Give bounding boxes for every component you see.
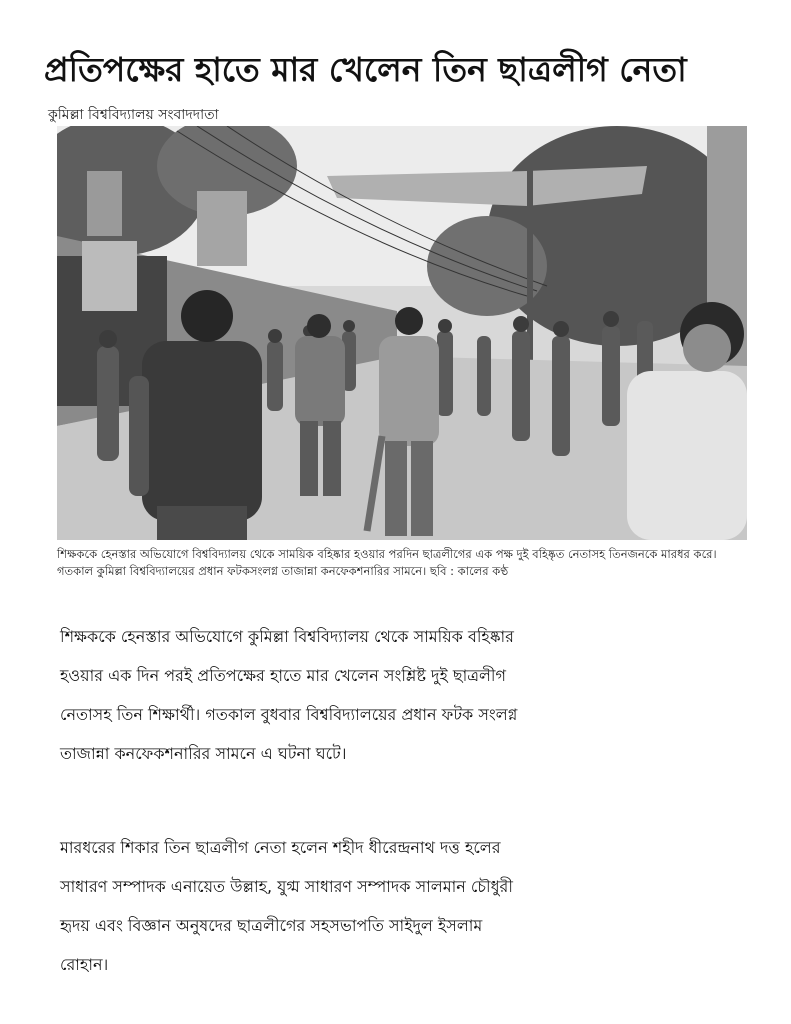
headline: প্রতিপক্ষের হাতে মার খেলেন তিন ছাত্রলীগ নেতা: [44, 50, 687, 89]
news-photo: [57, 126, 747, 540]
byline: কুমিল্লা বিশ্ববিদ্যালয় সংবাদদাতা: [48, 107, 219, 123]
body-paragraph: শিক্ষককে হেনস্তার অভিযোগে কুমিল্লা বিশ্ববিদ্যালয় থেকে সাময়িক বহিষ্কার হওয়ার এক দিন পরই প্রতিপক্ষের হাতে মার খেলেন সংশ্লিষ্ট দুই ছাত্রলীগ নেতাসহ তিন শিক্ষার্থী। গতকাল বুধবার বিশ্ববিদ্যালয়ের প্রধান ফটক সংলগ্ন তাজান্না কনফেকশনারির সামনে এ ঘটনা ঘটে।: [60, 627, 518, 763]
body-paragraph: মারধরের শিকার তিন ছাত্রলীগ নেতা হলেন শহীদ ধীরেন্দ্রনাথ দত্ত হলের সাধারণ সম্পাদক এনায়েত উল্লাহ, যুগ্ম সাধারণ সম্পাদক সালমান চৌধুরী হৃদয় এবং বিজ্ঞান অনুষদের ছাত্রলীগের সহসভাপতি সাইদুল ইসলাম রোহান।: [60, 838, 513, 974]
photo-caption: শিক্ষককে হেনস্তার অভিযোগে বিশ্ববিদ্যালয় থেকে সাময়িক বহিষ্কার হওয়ার পরদিন ছাত্রলীগের এক পক্ষ দুই বহিষ্কৃত নেতাসহ তিনজনকে মারধর করে। গতকাল কুমিল্লা বিশ্ববিদ্যালয়ের প্রধান ফটকসংলগ্ন তাজান্না কনফেকশনারির সামনে। ছবি : কালের কণ্ঠ: [57, 547, 717, 578]
